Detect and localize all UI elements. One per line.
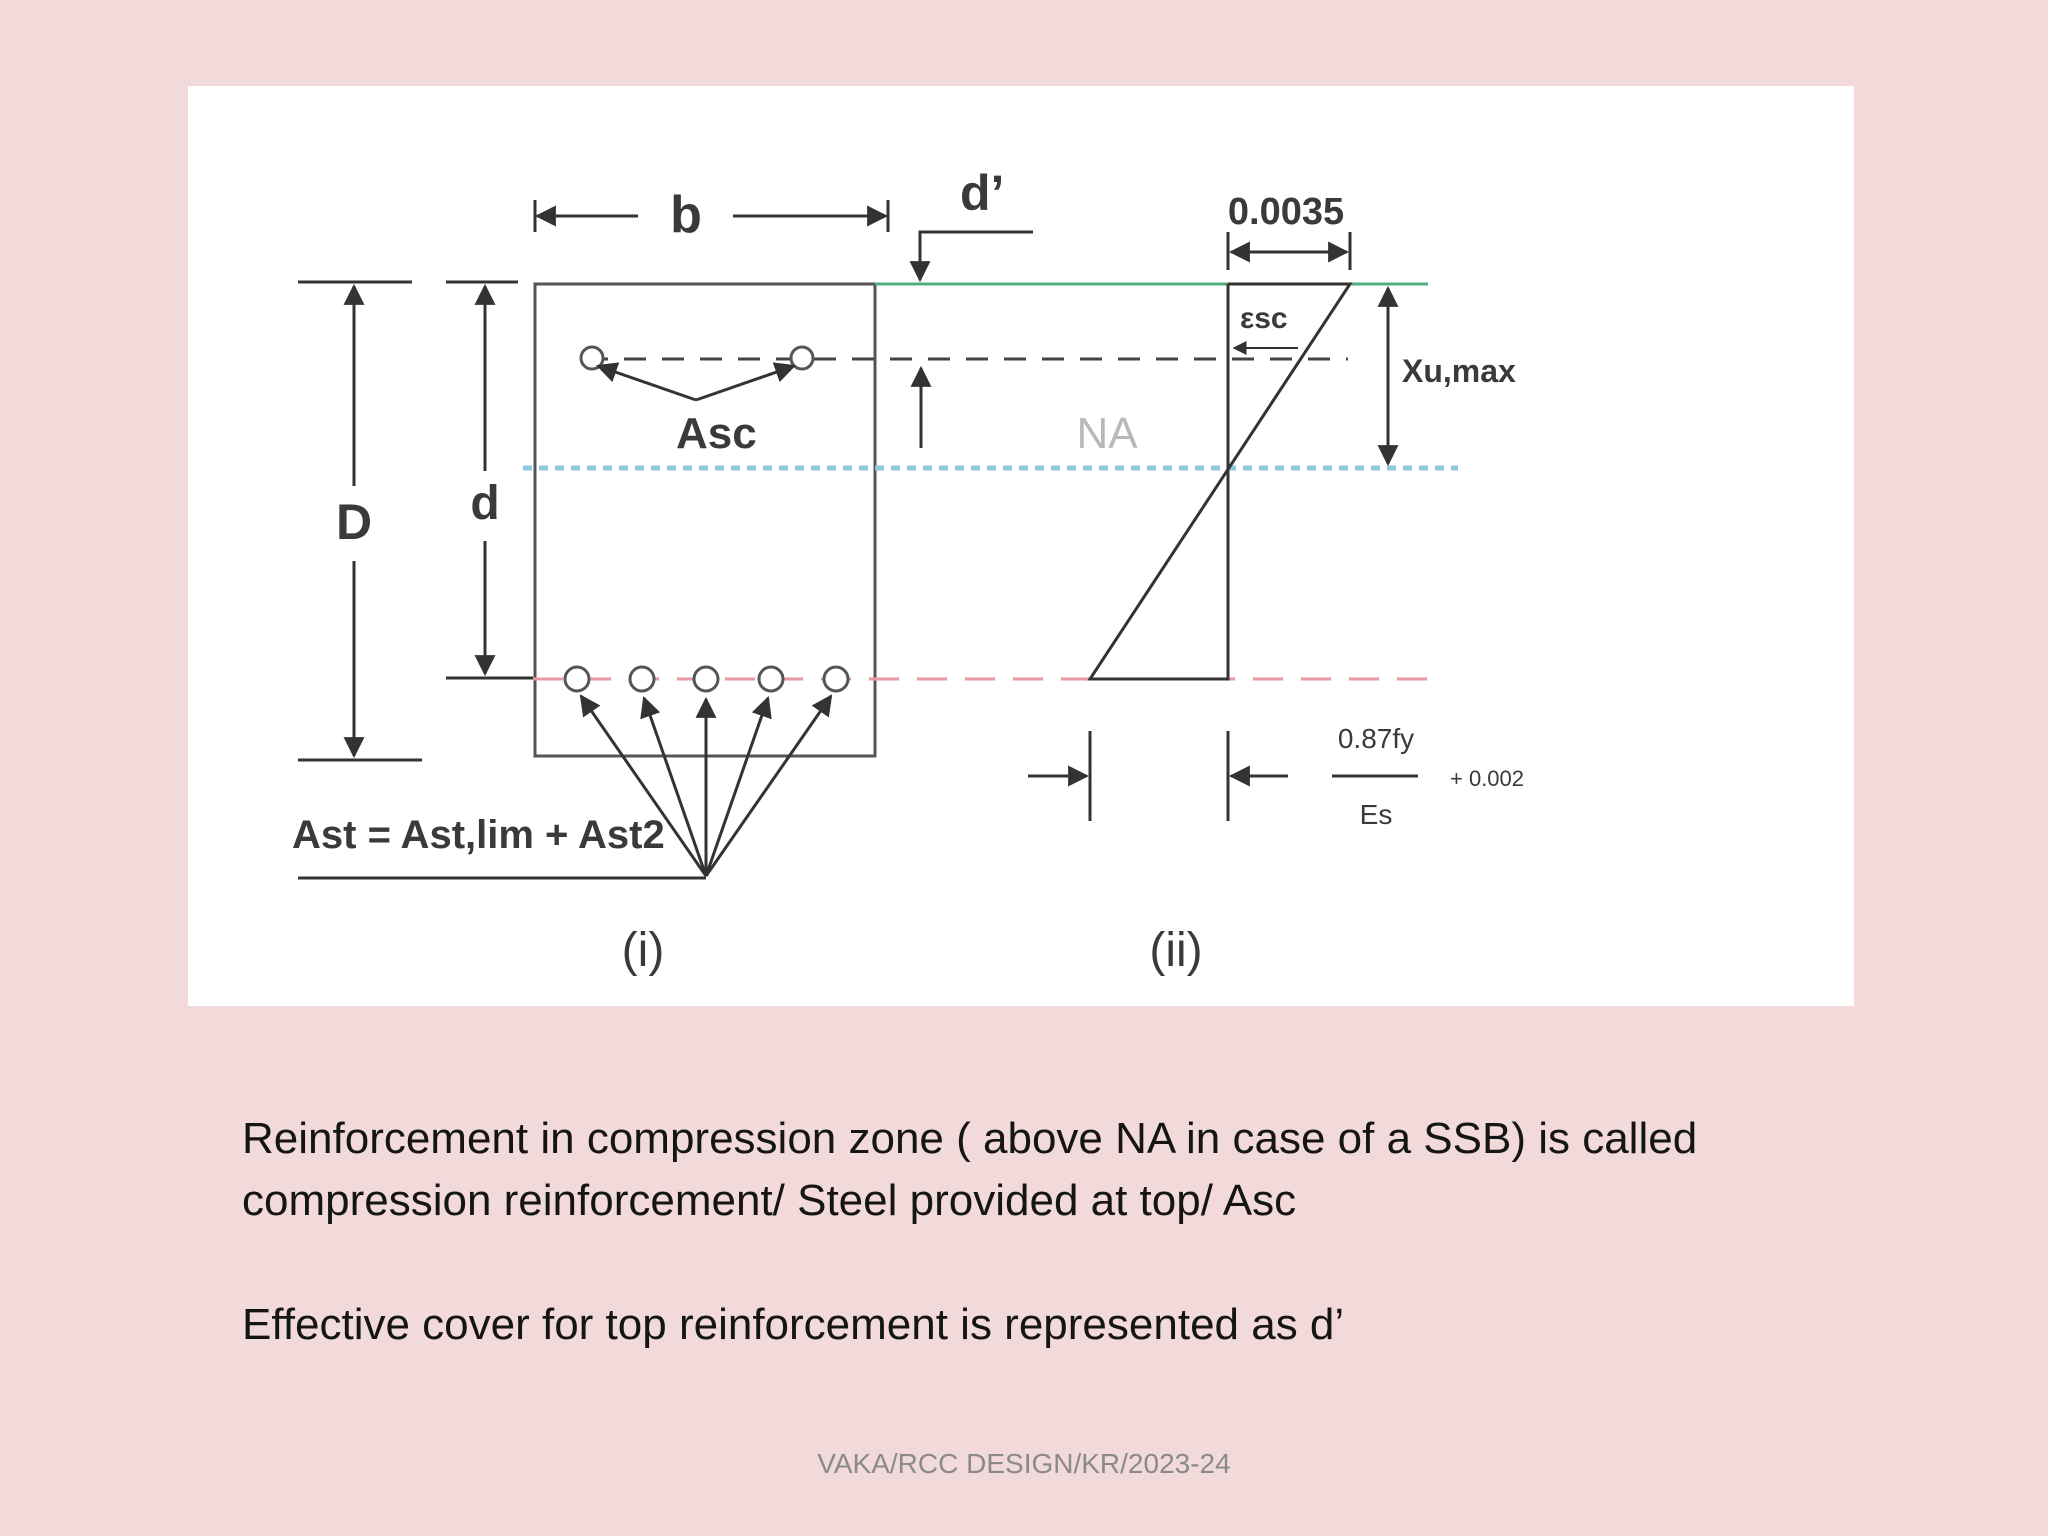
tension-bar [759,667,783,691]
tension-steel-equation: Ast = Ast,lim + Ast2 [292,813,665,857]
tension-bar [565,667,589,691]
cover-label: d’ [960,165,1005,221]
width-label: b [670,186,702,244]
sub-caption-ii: (ii) [1149,924,1203,977]
explanation-line: Effective cover for top reinforcement is represented as d’ [242,1300,1345,1349]
top-strain-label: 0.0035 [1227,191,1345,233]
comp-steel-strain-label: εsc [1240,302,1288,335]
tension-bar [630,667,654,691]
tension-strain-denominator: Es [1359,799,1393,830]
tension-bar [824,667,848,691]
neutral-axis-label: NA [1076,409,1138,458]
comp-steel-arrows [598,366,794,400]
comp-steel-label: Asc [676,409,757,458]
cover-indicator [920,232,1033,280]
comp-bar [791,347,813,369]
width-dimension [535,200,888,232]
explanation-line: Reinforcement in compression zone ( above NA in case of a SSB) is called [242,1114,1698,1163]
tension-strain-addend: + 0.002 [1450,766,1525,791]
overall-depth-label: D [335,494,373,550]
effective-depth-label: d [470,477,500,530]
explanation-text [242,1108,1842,1356]
na-depth-label: Xu,max [1402,353,1516,389]
diagram-svg [188,86,1854,1006]
paragraph-gap [242,1232,1842,1294]
explanation-line: compression reinforcement/ Steel provided at top/ Asc [242,1176,1297,1225]
tension-bar [694,667,718,691]
beam-section-figure [188,86,1854,1006]
slide-footer: VAKA/RCC DESIGN/KR/2023-24 [817,1448,1231,1479]
sub-caption-i: (i) [621,924,665,977]
tension-strain-numerator: 0.87fy [1337,723,1415,754]
strain-diagram [1090,284,1350,679]
top-strain-dimension [1228,232,1350,270]
